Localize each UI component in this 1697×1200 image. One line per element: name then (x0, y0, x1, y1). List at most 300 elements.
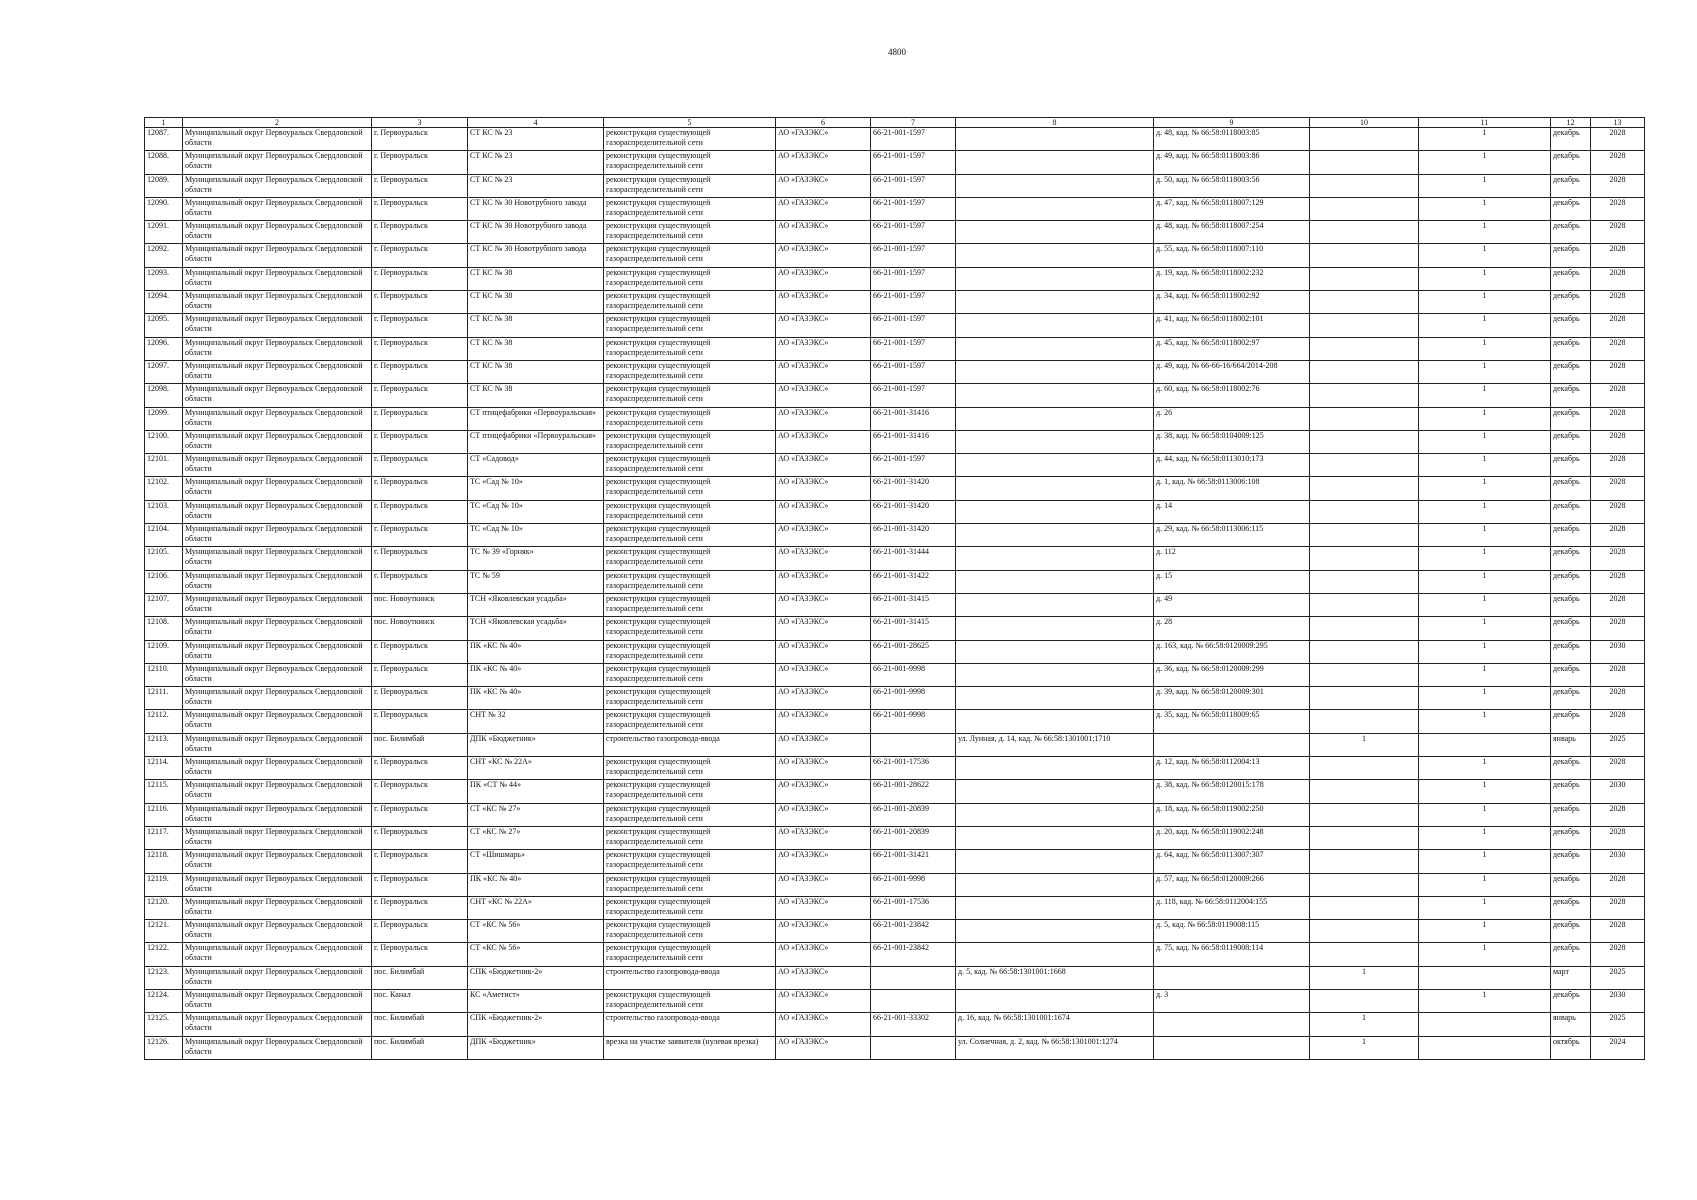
table-cell: Муниципальный округ Первоуральск Свердловской области (183, 663, 372, 686)
table-cell: декабрь (1551, 524, 1591, 547)
table-cell: декабрь (1551, 896, 1591, 919)
table-cell: 1 (1419, 197, 1551, 220)
table-cell: декабрь (1551, 850, 1591, 873)
table-cell: Муниципальный округ Первоуральск Свердловской области (183, 500, 372, 523)
table-cell: Муниципальный округ Первоуральск Свердловской области (183, 617, 372, 640)
table-row (145, 826, 1645, 849)
table-cell: реконструкция существующей газораспределительной сети (604, 477, 776, 500)
table-cell: д. 1, кад. № 66:58:0113006:108 (1154, 477, 1310, 500)
table-cell (956, 430, 1154, 453)
table-cell: реконструкция существующей газораспределительной сети (604, 803, 776, 826)
table-cell: АО «ГАЗЭКС» (776, 384, 871, 407)
table-cell: ул. Лунная, д. 14, кад. № 66:58:1301001:1710 (956, 733, 1154, 756)
table-cell: 12095. (145, 314, 183, 337)
table-cell: СТ КС № 23 (468, 151, 604, 174)
table-cell: 1 (1310, 733, 1419, 756)
table-cell: д. 45, кад. № 66:58:0118002:97 (1154, 337, 1310, 360)
table-cell: Муниципальный округ Первоуральск Свердловской области (183, 640, 372, 663)
table-cell: д. 36, кад. № 66:58:0120009:299 (1154, 663, 1310, 686)
table-cell: 1 (1419, 221, 1551, 244)
table-cell: 2028 (1591, 687, 1645, 710)
table-row (145, 640, 1645, 663)
table-cell: СТ КС № 23 (468, 128, 604, 151)
table-cell: ТСН «Яковлевская усадьба» (468, 593, 604, 616)
table-cell: АО «ГАЗЭКС» (776, 733, 871, 756)
table-cell: 66-21-001-23842 (871, 920, 956, 943)
table-cell: декабрь (1551, 291, 1591, 314)
table-cell: 12098. (145, 384, 183, 407)
table-cell (956, 826, 1154, 849)
table-cell: г. Первоуральск (372, 710, 468, 733)
table-cell: д. 12, кад. № 66:58:0112004:13 (1154, 757, 1310, 780)
table-cell: Муниципальный округ Первоуральск Свердловской области (183, 803, 372, 826)
table-row (145, 920, 1645, 943)
table-cell: 66-21-001-31416 (871, 430, 956, 453)
table-cell: г. Первоуральск (372, 291, 468, 314)
table-cell: декабрь (1551, 757, 1591, 780)
table-cell: декабрь (1551, 430, 1591, 453)
table-cell: АО «ГАЗЭКС» (776, 174, 871, 197)
table-row (145, 780, 1645, 803)
table-cell: д. 75, кад. № 66:58:0119008:114 (1154, 943, 1310, 966)
table-cell: декабрь (1551, 454, 1591, 477)
table-cell: АО «ГАЗЭКС» (776, 524, 871, 547)
table-cell (956, 640, 1154, 663)
table-cell: г. Первоуральск (372, 500, 468, 523)
table-cell (1310, 663, 1419, 686)
table-cell: КС «Аметист» (468, 989, 604, 1012)
table-cell: СНТ № 32 (468, 710, 604, 733)
table-cell: 66-21-001-28622 (871, 780, 956, 803)
table-row (145, 1013, 1645, 1036)
table-cell: Муниципальный округ Первоуральск Свердловской области (183, 360, 372, 383)
table-cell: г. Первоуральск (372, 454, 468, 477)
table-cell: СТ КС № 23 (468, 174, 604, 197)
table-cell: 1 (1419, 337, 1551, 360)
table-cell (1310, 454, 1419, 477)
table-cell: Муниципальный округ Первоуральск Свердловской области (183, 1013, 372, 1036)
table-cell: 12105. (145, 547, 183, 570)
table-row (145, 174, 1645, 197)
table-cell: реконструкция существующей газораспределительной сети (604, 873, 776, 896)
table-row (145, 687, 1645, 710)
table-cell: г. Первоуральск (372, 943, 468, 966)
table-cell: 12108. (145, 617, 183, 640)
table-cell: г. Первоуральск (372, 197, 468, 220)
table-cell: г. Первоуральск (372, 920, 468, 943)
table-cell: АО «ГАЗЭКС» (776, 920, 871, 943)
table-cell: реконструкция существующей газораспределительной сети (604, 524, 776, 547)
table-cell: реконструкция существующей газораспределительной сети (604, 337, 776, 360)
table-cell: Муниципальный округ Первоуральск Свердловской области (183, 524, 372, 547)
table-cell: 12112. (145, 710, 183, 733)
table-cell: 66-21-001-1597 (871, 244, 956, 267)
table-cell: реконструкция существующей газораспределительной сети (604, 710, 776, 733)
table-cell: Муниципальный округ Первоуральск Свердловской области (183, 1036, 372, 1059)
table-cell: 2028 (1591, 500, 1645, 523)
table-cell: декабрь (1551, 617, 1591, 640)
table-cell: врезка на участке заявителя (нулевая врезка) (604, 1036, 776, 1059)
table-cell: Муниципальный округ Первоуральск Свердловской области (183, 221, 372, 244)
table-cell: 66-21-001-1597 (871, 267, 956, 290)
column-header: 12 (1551, 118, 1591, 128)
table-cell: 12121. (145, 920, 183, 943)
table-cell (1154, 733, 1310, 756)
table-cell: АО «ГАЗЭКС» (776, 757, 871, 780)
table-cell: реконструкция существующей газораспределительной сети (604, 640, 776, 663)
table-cell: Муниципальный округ Первоуральск Свердловской области (183, 407, 372, 430)
table-cell: 2028 (1591, 151, 1645, 174)
table-row (145, 221, 1645, 244)
table-cell: г. Первоуральск (372, 850, 468, 873)
table-cell: 66-21-001-9998 (871, 663, 956, 686)
table-cell: 12089. (145, 174, 183, 197)
table-cell (1310, 407, 1419, 430)
table-cell: 66-21-001-1597 (871, 291, 956, 314)
table-cell: реконструкция существующей газораспределительной сети (604, 826, 776, 849)
table-row (145, 710, 1645, 733)
table-cell: декабрь (1551, 128, 1591, 151)
table-cell: АО «ГАЗЭКС» (776, 896, 871, 919)
table-cell: 2025 (1591, 733, 1645, 756)
table-cell: Муниципальный округ Первоуральск Свердловской области (183, 547, 372, 570)
table-cell: реконструкция существующей газораспределительной сети (604, 384, 776, 407)
table-cell: д. 47, кад. № 66:58:0118007:129 (1154, 197, 1310, 220)
table-cell: д. 163, кад. № 66:58:0120009:295 (1154, 640, 1310, 663)
table-cell (1310, 337, 1419, 360)
table-cell: реконструкция существующей газораспределительной сети (604, 174, 776, 197)
table-cell (1310, 291, 1419, 314)
table-cell: 66-21-001-1597 (871, 128, 956, 151)
table-row (145, 663, 1645, 686)
table-cell: 1 (1419, 384, 1551, 407)
table-cell: АО «ГАЗЭКС» (776, 966, 871, 989)
table-cell (871, 1036, 956, 1059)
table-cell: ПК «КС № 40» (468, 663, 604, 686)
table-cell (1310, 197, 1419, 220)
table-cell: реконструкция существующей газораспределительной сети (604, 430, 776, 453)
table-cell: СТ КС № 38 (468, 291, 604, 314)
table-cell (956, 920, 1154, 943)
table-cell: декабрь (1551, 547, 1591, 570)
column-header: 8 (956, 118, 1154, 128)
table-cell: 1 (1419, 291, 1551, 314)
table-cell: реконструкция существующей газораспределительной сети (604, 314, 776, 337)
table-cell: 12125. (145, 1013, 183, 1036)
table-cell: реконструкция существующей газораспределительной сети (604, 920, 776, 943)
table-cell: 66-21-001-1597 (871, 360, 956, 383)
table-cell: 2028 (1591, 826, 1645, 849)
table-cell: АО «ГАЗЭКС» (776, 477, 871, 500)
table-cell (956, 547, 1154, 570)
table-cell: 66-21-001-1597 (871, 197, 956, 220)
table-cell: д. 60, кад. № 66:58:0118002:76 (1154, 384, 1310, 407)
table-cell: г. Первоуральск (372, 267, 468, 290)
table-cell: г. Первоуральск (372, 524, 468, 547)
table-cell: 1 (1419, 174, 1551, 197)
table-cell: д. 38, кад. № 66:58:0104009:125 (1154, 430, 1310, 453)
table-cell: г. Первоуральск (372, 640, 468, 663)
table-cell: Муниципальный округ Первоуральск Свердловской области (183, 337, 372, 360)
table-cell: АО «ГАЗЭКС» (776, 407, 871, 430)
table-cell: Муниципальный округ Первоуральск Свердловской области (183, 687, 372, 710)
table-cell: январь (1551, 733, 1591, 756)
table-cell: 12120. (145, 896, 183, 919)
table-cell: АО «ГАЗЭКС» (776, 780, 871, 803)
table-cell: АО «ГАЗЭКС» (776, 826, 871, 849)
table-cell: реконструкция существующей газораспределительной сети (604, 757, 776, 780)
table-cell: д. 26 (1154, 407, 1310, 430)
table-cell (1310, 500, 1419, 523)
table-cell: 12109. (145, 640, 183, 663)
table-cell: 66-21-001-1597 (871, 174, 956, 197)
table-cell: г. Первоуральск (372, 314, 468, 337)
table-cell: 66-21-001-28625 (871, 640, 956, 663)
table-cell: СНТ «КС № 22А» (468, 757, 604, 780)
table-cell (956, 407, 1154, 430)
table-cell (956, 267, 1154, 290)
table-cell: декабрь (1551, 267, 1591, 290)
table-cell: декабрь (1551, 244, 1591, 267)
table-cell: д. 64, кад. № 66:58:0113007:307 (1154, 850, 1310, 873)
table-cell: 2028 (1591, 244, 1645, 267)
table-cell: 66-21-001-33302 (871, 1013, 956, 1036)
table-cell: 66-21-001-31444 (871, 547, 956, 570)
table-row (145, 244, 1645, 267)
table-cell: 12093. (145, 267, 183, 290)
table-cell: 2028 (1591, 267, 1645, 290)
table-cell: д. 39, кад. № 66:58:0120009:301 (1154, 687, 1310, 710)
table-cell: д. 55, кад. № 66:58:0118007:110 (1154, 244, 1310, 267)
table-cell: СТ «Садовод» (468, 454, 604, 477)
table-cell: Муниципальный округ Первоуральск Свердловской области (183, 920, 372, 943)
table-row (145, 966, 1645, 989)
table-cell: 12087. (145, 128, 183, 151)
table-cell (1310, 896, 1419, 919)
table-cell: 66-21-001-1597 (871, 221, 956, 244)
table-cell: Муниципальный округ Первоуральск Свердловской области (183, 593, 372, 616)
table-cell: СТ КС № 38 (468, 337, 604, 360)
table-cell: д. 16, кад. № 66:58:1301001:1674 (956, 1013, 1154, 1036)
table-cell: 66-21-001-1597 (871, 314, 956, 337)
table-row (145, 291, 1645, 314)
table-cell: 12101. (145, 454, 183, 477)
table-cell: СТ КС № 38 (468, 360, 604, 383)
table-cell: 2028 (1591, 943, 1645, 966)
table-cell (956, 687, 1154, 710)
table-cell (1310, 593, 1419, 616)
table-cell: 12102. (145, 477, 183, 500)
table-cell (956, 477, 1154, 500)
table-cell: 12088. (145, 151, 183, 174)
table-cell: АО «ГАЗЭКС» (776, 710, 871, 733)
table-cell: д. 118, кад. № 66:58:0112004:155 (1154, 896, 1310, 919)
table-cell: д. 48, кад. № 66:58:0118007:254 (1154, 221, 1310, 244)
table-cell: 1 (1419, 663, 1551, 686)
table-cell: 1 (1310, 1036, 1419, 1059)
table-cell: 2028 (1591, 570, 1645, 593)
table-cell (1154, 966, 1310, 989)
table-cell (1310, 850, 1419, 873)
table-cell: 1 (1419, 454, 1551, 477)
table-cell (956, 384, 1154, 407)
table-cell: Муниципальный округ Первоуральск Свердловской области (183, 733, 372, 756)
table-cell: реконструкция существующей газораспределительной сети (604, 291, 776, 314)
table-cell: д. 3 (1154, 989, 1310, 1012)
table-cell (1310, 617, 1419, 640)
table-cell: 2028 (1591, 174, 1645, 197)
table-cell: г. Первоуральск (372, 547, 468, 570)
table-cell: 1 (1419, 593, 1551, 616)
table-cell: 2028 (1591, 803, 1645, 826)
table-cell (956, 360, 1154, 383)
table-cell: Муниципальный округ Первоуральск Свердловской области (183, 244, 372, 267)
table-cell: АО «ГАЗЭКС» (776, 570, 871, 593)
table-cell: 2028 (1591, 617, 1645, 640)
table-cell: реконструкция существующей газораспределительной сети (604, 454, 776, 477)
table-cell: 66-21-001-20839 (871, 826, 956, 849)
table-cell (871, 966, 956, 989)
table-row (145, 360, 1645, 383)
table-cell: АО «ГАЗЭКС» (776, 221, 871, 244)
table-cell: пос. Билимбай (372, 733, 468, 756)
table-cell: СТ «Шишмарь» (468, 850, 604, 873)
table-cell: СТ КС № 30 Новотрубного завода (468, 221, 604, 244)
column-header: 11 (1419, 118, 1551, 128)
table-cell: ТС «Сад № 10» (468, 524, 604, 547)
table-cell: 1 (1419, 244, 1551, 267)
table-cell: д. 14 (1154, 500, 1310, 523)
table-cell: г. Первоуральск (372, 151, 468, 174)
table-cell: д. 49, кад. № 66:58:0118003:86 (1154, 151, 1310, 174)
table-cell (1310, 803, 1419, 826)
table-cell (956, 663, 1154, 686)
table-cell: Муниципальный округ Первоуральск Свердловской области (183, 197, 372, 220)
table-cell (1419, 966, 1551, 989)
table-cell: Муниципальный округ Первоуральск Свердловской области (183, 780, 372, 803)
table-cell (956, 151, 1154, 174)
table-cell (1310, 873, 1419, 896)
table-cell: 2028 (1591, 221, 1645, 244)
table-cell (871, 733, 956, 756)
table-cell (1310, 640, 1419, 663)
table-cell (1310, 547, 1419, 570)
table-cell: 66-21-001-9998 (871, 687, 956, 710)
table-cell: д. 41, кад. № 66:58:0118002:101 (1154, 314, 1310, 337)
table-cell: 2030 (1591, 780, 1645, 803)
table-cell: 2028 (1591, 128, 1645, 151)
table-cell (956, 570, 1154, 593)
table-cell: пос. Новоуткинск (372, 617, 468, 640)
table-cell (1310, 314, 1419, 337)
table-cell: Муниципальный округ Первоуральск Свердловской области (183, 570, 372, 593)
table-cell: 66-21-001-9998 (871, 710, 956, 733)
table-cell: декабрь (1551, 221, 1591, 244)
table-cell: АО «ГАЗЭКС» (776, 500, 871, 523)
table-cell: г. Первоуральск (372, 477, 468, 500)
table-cell: Муниципальный округ Первоуральск Свердловской области (183, 873, 372, 896)
table-row (145, 803, 1645, 826)
table-cell: 2028 (1591, 710, 1645, 733)
table-cell: 1 (1419, 989, 1551, 1012)
table-cell (1154, 1036, 1310, 1059)
table-cell: 1 (1419, 547, 1551, 570)
table-cell: реконструкция существующей газораспределительной сети (604, 221, 776, 244)
table-cell (1419, 1013, 1551, 1036)
table-cell: Муниципальный округ Первоуральск Свердловской области (183, 710, 372, 733)
table-cell: 2028 (1591, 314, 1645, 337)
table-cell: декабрь (1551, 640, 1591, 663)
table-cell: декабрь (1551, 174, 1591, 197)
table-cell: 2030 (1591, 850, 1645, 873)
table-cell: 66-21-001-31420 (871, 500, 956, 523)
table-cell: СПК «Бюджетник-2» (468, 1013, 604, 1036)
table-row (145, 384, 1645, 407)
table-cell: Муниципальный округ Первоуральск Свердловской области (183, 454, 372, 477)
table-cell: декабрь (1551, 920, 1591, 943)
table-row (145, 593, 1645, 616)
table-row (145, 873, 1645, 896)
table-cell: 12119. (145, 873, 183, 896)
table-cell (1310, 989, 1419, 1012)
table-cell: 2028 (1591, 593, 1645, 616)
table-cell: ТСН «Яковлевская усадьба» (468, 617, 604, 640)
table-cell: АО «ГАЗЭКС» (776, 267, 871, 290)
table-cell: реконструкция существующей газораспределительной сети (604, 244, 776, 267)
table-cell: СТ птицефабрики «Первоуральская» (468, 407, 604, 430)
table-cell (871, 989, 956, 1012)
table-cell: д. 34, кад. № 66:58:0118002:92 (1154, 291, 1310, 314)
table-cell: АО «ГАЗЭКС» (776, 1036, 871, 1059)
table-cell: 1 (1419, 570, 1551, 593)
table-cell: пос. Билимбай (372, 966, 468, 989)
table-cell: АО «ГАЗЭКС» (776, 687, 871, 710)
table-cell: 12094. (145, 291, 183, 314)
table-cell: АО «ГАЗЭКС» (776, 873, 871, 896)
table-cell (956, 314, 1154, 337)
table-cell: 1 (1419, 314, 1551, 337)
table-cell (956, 337, 1154, 360)
table-cell: реконструкция существующей газораспределительной сети (604, 850, 776, 873)
table-cell: 1 (1419, 850, 1551, 873)
table-cell: строительство газопровода-ввода (604, 966, 776, 989)
table-cell: д. 48, кад. № 66:58:0118003:85 (1154, 128, 1310, 151)
table-cell: 66-21-001-31416 (871, 407, 956, 430)
table-cell: 2028 (1591, 454, 1645, 477)
table-cell: СТ КС № 38 (468, 267, 604, 290)
table-cell: декабрь (1551, 710, 1591, 733)
table-cell: реконструкция существующей газораспределительной сети (604, 593, 776, 616)
column-header: 6 (776, 118, 871, 128)
table-cell: г. Первоуральск (372, 337, 468, 360)
table-cell: ТС «Сад № 10» (468, 500, 604, 523)
table-cell: декабрь (1551, 780, 1591, 803)
table-row (145, 1036, 1645, 1059)
table-cell: Муниципальный округ Первоуральск Свердловской области (183, 314, 372, 337)
table-cell: декабрь (1551, 500, 1591, 523)
table-cell: АО «ГАЗЭКС» (776, 454, 871, 477)
table-cell: 66-21-001-20839 (871, 803, 956, 826)
table-cell: реконструкция существующей газораспределительной сети (604, 128, 776, 151)
table-cell: реконструкция существующей газораспределительной сети (604, 896, 776, 919)
table-cell: 1 (1419, 617, 1551, 640)
table-cell (1310, 826, 1419, 849)
table-cell (1310, 477, 1419, 500)
table-cell: реконструкция существующей газораспределительной сети (604, 197, 776, 220)
table-cell: Муниципальный округ Первоуральск Свердловской области (183, 943, 372, 966)
table-cell: Муниципальный округ Первоуральск Свердловской области (183, 826, 372, 849)
table-cell: д. 50, кад. № 66:58:0118003:56 (1154, 174, 1310, 197)
